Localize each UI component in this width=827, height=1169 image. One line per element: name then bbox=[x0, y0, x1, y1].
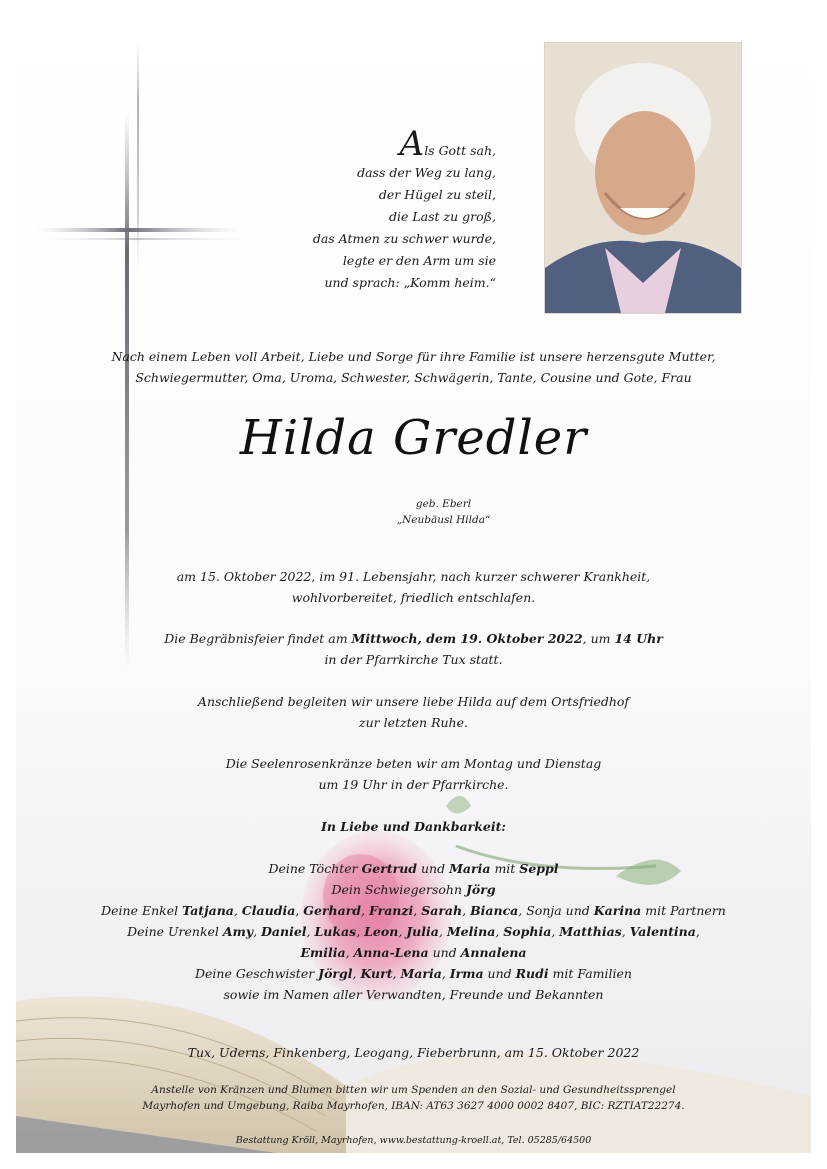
donation-request bbox=[16, 1082, 811, 1114]
donation-line: Mayrhofen und Umgebung, Raiba Mayrhofen, IBAN: AT63 3627 4000 0002 8407, BIC: RZTIAT22274. bbox=[142, 1100, 685, 1112]
family-line-relatives: sowie im Namen aller Verwandten, Freunde und Bekannten bbox=[223, 987, 604, 1002]
donation-line: Anstelle von Kränzen und Blumen bitten wir um Spenden an den Sozial- und Gesundheitssprengel bbox=[151, 1084, 676, 1096]
death-line: wohlvorbereitet, friedlich entschlafen. bbox=[291, 590, 536, 605]
intro-line: Schwiegermutter, Oma, Uroma, Schwester, Schwägerin, Tante, Cousine und Gote, Frau bbox=[135, 370, 692, 385]
funeral-home-footer: Bestattung Kröll, Mayrhofen, www.bestattung-kroell.at, Tel. 05285/64500 bbox=[235, 1135, 592, 1146]
funeral-day: Mittwoch, dem 19. Oktober 2022 bbox=[351, 631, 583, 646]
poem bbox=[196, 124, 496, 294]
burial-line: Anschließend begleiten wir unsere liebe Hilda auf dem Ortsfriedhof bbox=[197, 694, 630, 709]
poem-line: die Last zu groß, bbox=[389, 209, 496, 224]
birth-info bbox=[46, 496, 811, 528]
family-line-great-grandchildren-2: Emilia, Anna-Lena und Annalena bbox=[300, 945, 527, 960]
deceased-name: Hilda Gredler bbox=[239, 410, 588, 466]
family-list bbox=[16, 858, 811, 1005]
nickname: „Neubäusl Hilda“ bbox=[396, 514, 491, 526]
poem-line: das Atmen zu schwer wurde, bbox=[312, 231, 496, 246]
rosary-notice bbox=[16, 753, 811, 795]
poem-line: legte er den Arm um sie bbox=[342, 253, 496, 268]
family-line-daughters: Deine Töchter Gertrud und Maria mit Seppl bbox=[268, 861, 559, 876]
family-line-siblings: Deine Geschwister Jörgl, Kurt, Maria, Irma und Rudi mit Familien bbox=[195, 966, 632, 981]
funeral-line: in der Pfarrkirche Tux statt. bbox=[324, 652, 503, 667]
obituary-card bbox=[16, 16, 811, 1153]
intro-text bbox=[16, 346, 811, 388]
funeral-line bbox=[16, 628, 811, 649]
rosary-line: Die Seelenrosenkränze beten wir am Montag und Dienstag bbox=[225, 756, 602, 771]
poem-line: ls Gott sah, bbox=[424, 143, 496, 158]
thanks-heading bbox=[16, 816, 811, 837]
poem-line: und sprach: „Komm heim.“ bbox=[324, 275, 496, 290]
family-line-son-in-law: Dein Schwiegersohn Jörg bbox=[331, 882, 496, 897]
funeral-text: Die Begräbnisfeier findet am bbox=[164, 631, 352, 646]
thanks-heading-text: In Liebe und Dankbarkeit: bbox=[321, 819, 506, 834]
burial-line: zur letzten Ruhe. bbox=[359, 715, 468, 730]
poem-initial: A bbox=[399, 124, 425, 164]
death-line: am 15. Oktober 2022, im 91. Lebensjahr, nach kurzer schwerer Krankheit, bbox=[176, 569, 651, 584]
funeral-time: 14 Uhr bbox=[614, 631, 663, 646]
birth-name: geb. Eberl bbox=[415, 498, 472, 510]
burial-notice bbox=[16, 691, 811, 733]
place-date: Tux, Uderns, Finkenberg, Leogang, Fieberbrunn, am 15. Oktober 2022 bbox=[187, 1045, 640, 1060]
poem-line: dass der Weg zu lang, bbox=[357, 165, 496, 180]
poem-line: der Hügel zu steil, bbox=[378, 187, 496, 202]
family-line-grandchildren: Deine Enkel Tatjana, Claudia, Gerhard, Franzi, Sarah, Bianca, Sonja und Karina mit Partnern bbox=[101, 903, 726, 918]
intro-line: Nach einem Leben voll Arbeit, Liebe und Sorge für ihre Familie ist unsere herzensgute Mutter, bbox=[111, 349, 716, 364]
open-book-icon bbox=[16, 996, 811, 1153]
portrait-photo bbox=[544, 42, 742, 314]
death-notice bbox=[16, 566, 811, 608]
rosary-line: um 19 Uhr in der Pfarrkirche. bbox=[318, 777, 509, 792]
funeral-notice bbox=[16, 628, 811, 670]
funeral-text: , um bbox=[582, 631, 615, 646]
portrait-illustration bbox=[545, 43, 741, 313]
family-line-great-grandchildren: Deine Urenkel Amy, Daniel, Lukas, Leon, Julia, Melina, Sophia, Matthias, Valentina, bbox=[127, 924, 700, 939]
